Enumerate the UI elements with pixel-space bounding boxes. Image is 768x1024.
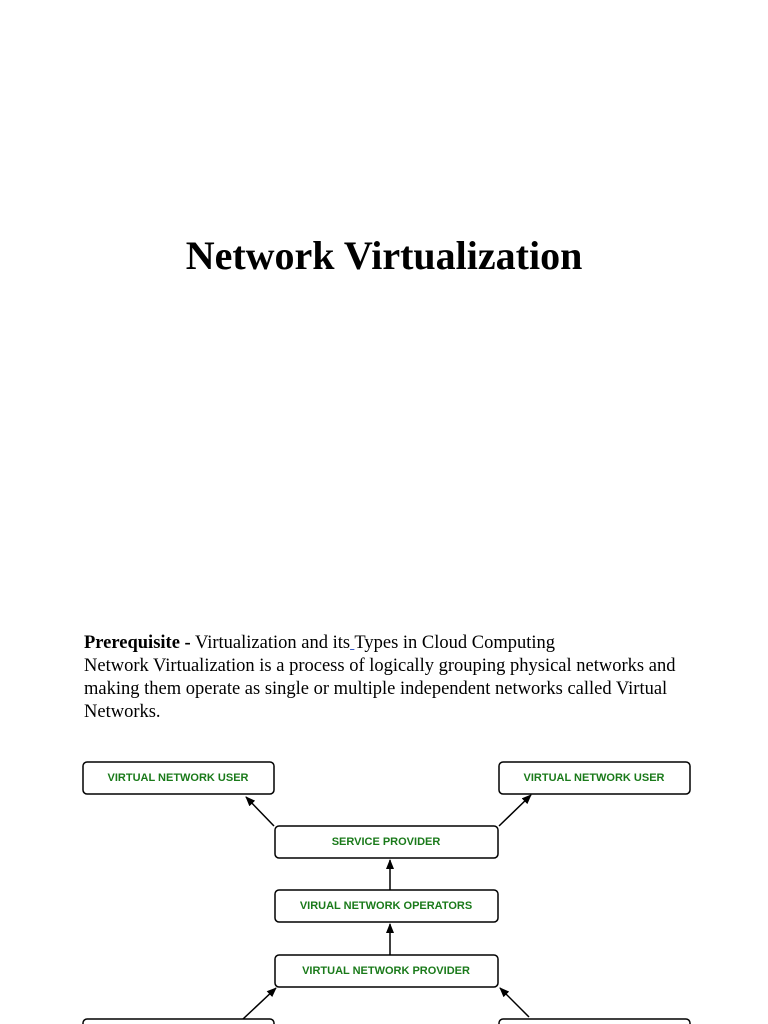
prerequisite-line [84, 632, 694, 655]
prerequisite-link-text[interactable]: Types in Cloud Computing [354, 633, 556, 653]
node-bottom-right [499, 1019, 690, 1024]
body-text [84, 632, 694, 724]
arrow-bottom-right-to-provider [500, 988, 529, 1017]
arrow-service-to-user-left [246, 797, 274, 826]
node-network-operators [275, 890, 498, 922]
arrow-bottom-left-to-provider [243, 988, 276, 1019]
prerequisite-label: Prerequisite - [84, 633, 191, 653]
node-network-operators-label: VIRUAL NETWORK OPERATORS [299, 899, 473, 912]
node-user-left-label: VIRTUAL NETWORK USER [107, 771, 249, 784]
node-service-provider [275, 826, 498, 858]
arrow-service-to-user-right [499, 795, 531, 826]
node-network-provider-label: VIRTUAL NETWORK PROVIDER [302, 964, 470, 977]
node-bottom-left [83, 1019, 274, 1024]
node-user-right [499, 762, 690, 794]
network-virtualization-diagram [0, 750, 768, 1024]
intro-paragraph: Network Virtualization is a process of logically grouping physical networks and making them operate as single or multiple independent networks called Virtual Networks. [84, 656, 676, 722]
node-service-provider-label: SERVICE PROVIDER [331, 835, 441, 848]
node-user-left [83, 762, 274, 794]
page-title: Network Virtualization [185, 233, 583, 278]
node-network-provider [275, 955, 498, 987]
node-user-right-label: VIRTUAL NETWORK USER [523, 771, 665, 784]
prerequisite-text: Virtualization and its [190, 633, 351, 653]
